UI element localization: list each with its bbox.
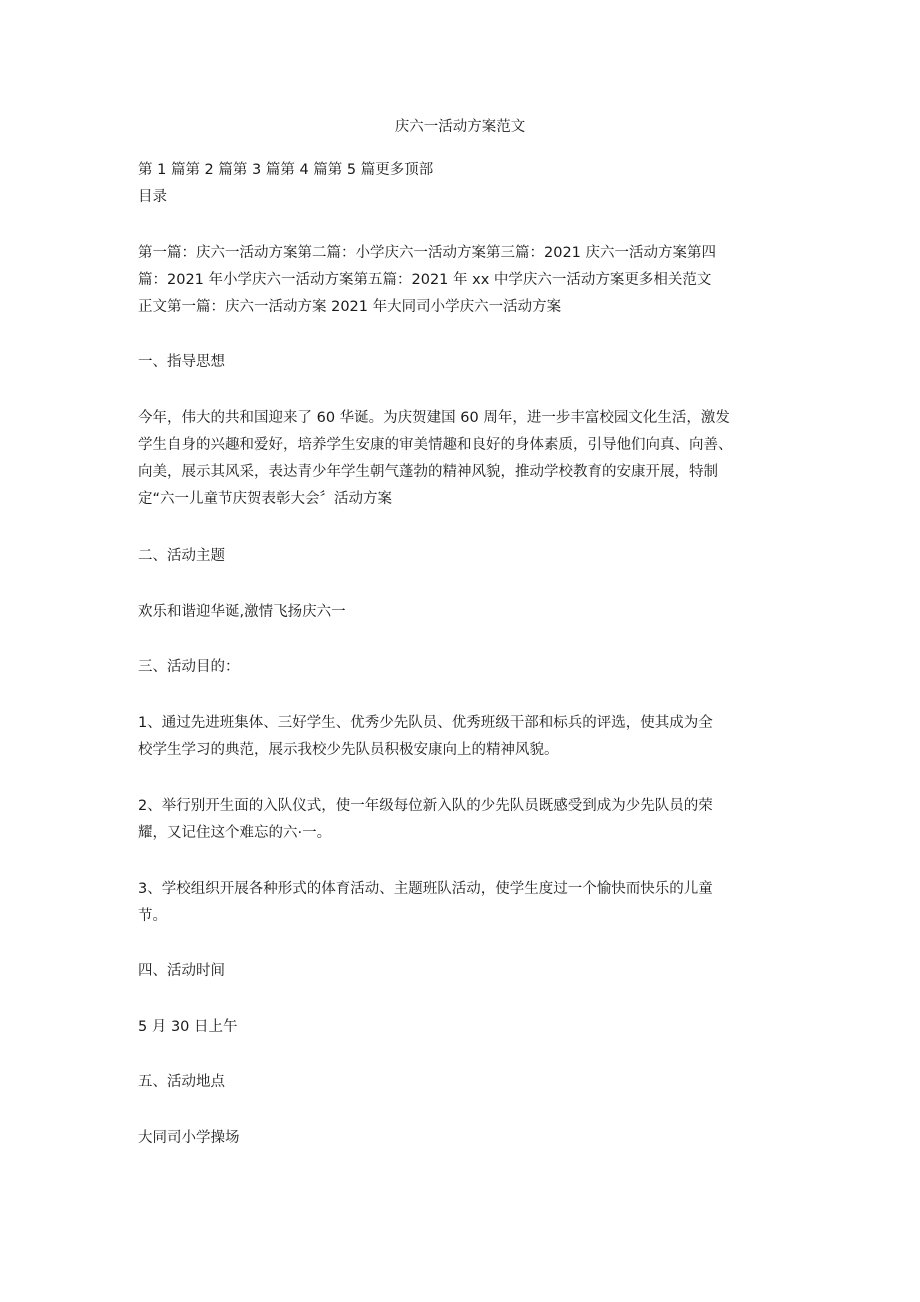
text-line: 五、活动地点: [138, 1074, 225, 1090]
text-line: 三、活动目的：: [138, 659, 240, 675]
text-line: 二、活动主题: [138, 548, 225, 564]
text-line: 大同司小学操场: [138, 1130, 240, 1146]
text-line: 欢乐和谐迎华诞,激情飞扬庆六一: [138, 604, 346, 620]
text-line: 向美，展示其风采，表达青少年学生朝气蓬勃的精神风貌，推动学校教育的安康开展，特制: [138, 464, 718, 480]
toc-line: 正文第一篇：庆六一活动方案 2021 年大同司小学庆六一活动方案: [138, 299, 562, 315]
text-line: 节。: [138, 908, 167, 924]
text-line: 学生自身的兴趣和爱好，培养学生安康的审美情趣和良好的身体素质，引导他们向真、向善、: [138, 437, 733, 453]
text-line: 四、活动时间: [138, 963, 225, 979]
text-line: 耀，又记住这个难忘的六·一。: [138, 825, 332, 841]
heading-purpose: [138, 654, 798, 681]
article-nav: [138, 157, 798, 211]
heading-time: [138, 958, 798, 985]
text-line: 1、通过先进班集体、三好学生、优秀少先队员、优秀班级干部和标兵的评选，使其成为全: [138, 715, 713, 731]
paragraph-theme: [138, 599, 798, 626]
text-line: 5 月 30 日上午: [138, 1019, 238, 1035]
document-title: 庆六一活动方案范文: [394, 119, 526, 135]
text-line: 今年，伟大的共和国迎来了 60 华诞。为庆贺建国 60 周年，进一步丰富校园文化生活，激发: [138, 410, 730, 426]
toc-line[interactable]: 第一篇：庆六一活动方案第二篇：小学庆六一活动方案第三篇：2021 庆六一活动方案第四: [138, 245, 717, 261]
text-line: 定“六一儿童节庆贺表彰大会〞活动方案: [138, 491, 393, 507]
text-line: 一、指导思想: [138, 354, 225, 370]
article-nav-links[interactable]: 第 1 篇第 2 篇第 3 篇第 4 篇第 5 篇更多顶部: [138, 162, 434, 178]
toc-line[interactable]: 篇：2021 年小学庆六一活动方案第五篇：2021 年 xx 中学庆六一活动方案更多相关范文: [138, 272, 712, 288]
paragraph-purpose-1: [138, 710, 798, 764]
heading-guiding-ideology: [138, 349, 798, 376]
toc-label: 目录: [138, 189, 167, 205]
paragraph-location: [138, 1125, 798, 1152]
paragraph-purpose-3: [138, 876, 798, 930]
paragraph-time: [138, 1014, 798, 1041]
heading-theme: [138, 543, 798, 570]
text-line: 校学生学习的典范，展示我校少先队员积极安康向上的精神风貌。: [138, 742, 559, 758]
heading-location: [138, 1069, 798, 1096]
table-of-contents: [138, 240, 798, 321]
paragraph-purpose-2: [138, 793, 798, 847]
text-line: 2、举行别开生面的入队仪式，使一年级每位新入队的少先队员既感受到成为少先队员的荣: [138, 798, 713, 814]
paragraph-intro: [138, 405, 798, 513]
text-line: 3、学校组织开展各种形式的体育活动、主题班队活动，使学生度过一个愉快而快乐的儿童: [138, 881, 713, 897]
